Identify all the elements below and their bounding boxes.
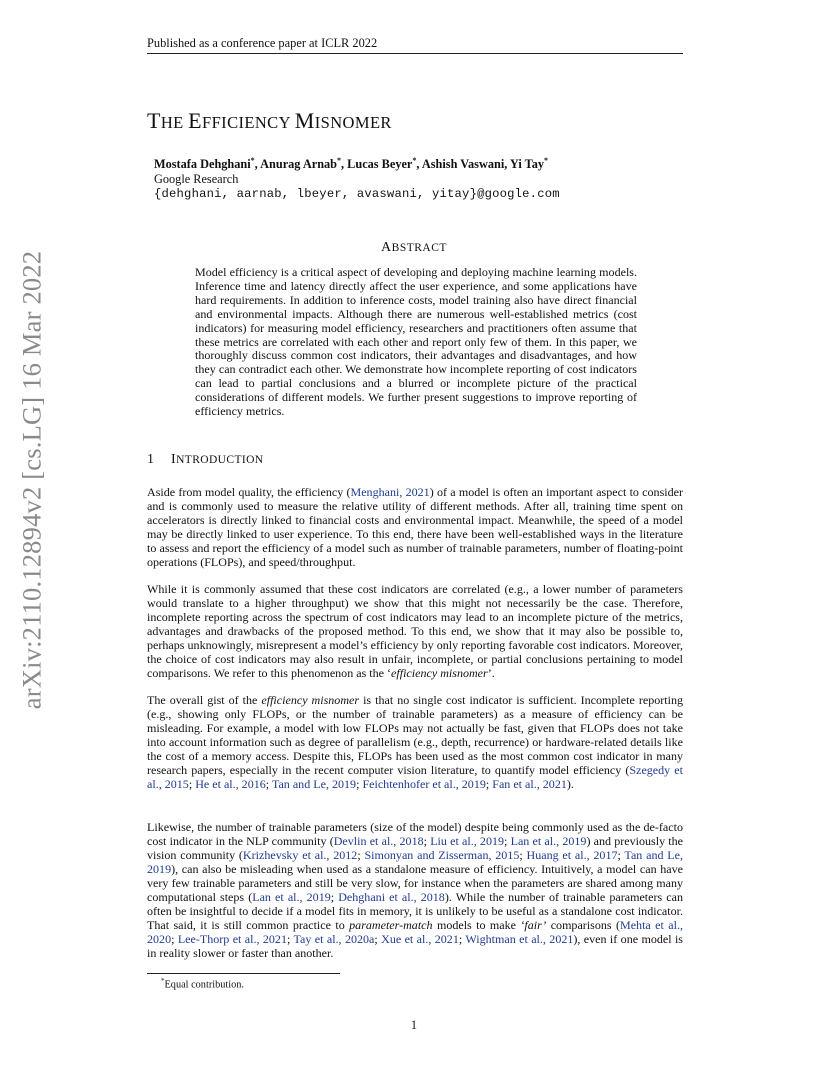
header-rule	[147, 53, 683, 54]
citation-link[interactable]: Mehta et al., 2020	[147, 918, 683, 946]
citation-link[interactable]: He et al., 2016	[195, 777, 266, 791]
section-heading-introduction: 1 INTRODUCTION	[147, 452, 264, 467]
citation-link[interactable]: Lan et al., 2019	[510, 834, 587, 848]
citation-link[interactable]: Liu et al., 2019	[430, 834, 505, 848]
citation-link[interactable]: Dehghani et al., 2018	[338, 890, 445, 904]
citation-link[interactable]: Simonyan and Zisserman, 2015	[364, 848, 520, 862]
citation-link[interactable]: Devlin et al., 2018	[333, 834, 424, 848]
citation-link[interactable]: Fan et al., 2021	[492, 777, 567, 791]
citation-link[interactable]: Lee-Thorp et al., 2021	[177, 932, 287, 946]
citation-link[interactable]: Wightman et al., 2021	[465, 932, 574, 946]
citation-link[interactable]: Feichtenhofer et al., 2019	[362, 777, 486, 791]
footnote: *Equal contribution.	[161, 977, 244, 991]
citation-link[interactable]: Tan and Le, 2019	[271, 777, 357, 791]
citation-link[interactable]: Tan and Le, 2019	[147, 848, 683, 876]
citation-link[interactable]: Szegedy et al., 2015	[147, 763, 683, 791]
author-list: Mostafa Dehghani*, Anurag Arnab*, Lucas Beyer*, Ashish Vaswani, Yi Tay*	[154, 156, 548, 172]
abstract-text: Model efficiency is a critical aspect of developing and deploying machine learning models. Inference time and latency directly affect the user experience, and some applications have hard requirements. In addition to inference costs, model training also have direct financial and environmental impacts. Although there are numerous well-established metrics (cost indicators) for measuring model efficiency, researchers and practitioners often assume that these metrics are correlated with each other and report only few of them. In this paper, we thoroughly discuss common cost indicators, their advantages and disadvantages, and how they can contradict each other. We demonstrate how incomplete reporting of cost indicators can lead to partial conclusions and a blurred or incomplete picture of the practical considerations of different models. We further present suggestions to improve reporting of efficiency metrics.	[195, 265, 637, 419]
arxiv-stamp: arXiv:2110.12894v2 [cs.LG] 16 Mar 2022	[16, 250, 47, 710]
citation-link[interactable]: Lan et al., 2019	[252, 890, 331, 904]
paper-title: THE EFFICIENCY MISNOMER	[147, 108, 392, 133]
paragraph-1: Aside from model quality, the efficiency (Menghani, 2021) of a model is often an important aspect to consider and is commonly used to measure the relative utility of different methods. After all, training time spent on accelerators is directly linked to financial costs and environmental impact. Meanwhile, the speed of a model may be directly linked to user experience. To this end, there have been well-established ways in the literature to assess and report the efficiency of a model such as number of trainable parameters, number of floating-point operations (FLOPs), and speed/throughput.	[147, 485, 683, 569]
abstract-heading: ABSTRACT	[381, 240, 447, 255]
footnote-rule	[147, 973, 340, 974]
arxiv-stamp-wrap	[2, 250, 62, 710]
citation-link[interactable]: Xue et al., 2021	[381, 932, 459, 946]
citation-link[interactable]: Tay et al., 2020a	[293, 932, 375, 946]
running-header: Published as a conference paper at ICLR 2022	[147, 36, 378, 50]
citation-link[interactable]: Krizhevsky et al., 2012	[242, 848, 358, 862]
paragraph-4: Likewise, the number of trainable parameters (size of the model) despite being commonly used as the de-facto cost indicator in the NLP community (Devlin et al., 2018; Liu et al., 2019; Lan et al., 2019) and previously the vision community (Krizhevsky et al., 2012; Simonyan and Zisserman, 2015; Huang et al., 2017; Tan and Le, 2019), can also be misleading when used as a standalone measure of efficiency. Intuitively, a model can have very few trainable parameters and still be very slow, for instance when the parameters are shared among many computational steps (Lan et al., 2019; Dehghani et al., 2018). While the number of trainable parameters can often be insightful to decide if a model fits in memory, it is unlikely to be useful as a standalone cost indicator. That said, it is still common practice to parameter-match models to make ‘fair’ comparisons (Mehta et al., 2020; Lee-Thorp et al., 2021; Tay et al., 2020a; Xue et al., 2021; Wightman et al., 2021), even if one model is in reality slower or faster than another.	[147, 820, 684, 960]
citation-link[interactable]: Menghani, 2021	[350, 485, 430, 499]
page-number: 1	[410, 1018, 418, 1032]
citation-link[interactable]: Huang et al., 2017	[526, 848, 618, 862]
paragraph-2: While it is commonly assumed that these cost indicators are correlated (e.g., a lower number of parameters would translate to a higher throughput) we show that this might not necessarily be the case. Therefore, incomplete reporting across the spectrum of cost indicators may lead to an incomplete picture of the metrics, advantages and drawbacks of the proposed method. To this end, we show that it may also be possible to, perhaps unknowingly, misrepresent a model’s efficiency by only reporting favorable cost indicators. Moreover, the choice of cost indicators may also result in unfair, incomplete, or partial conclusions pertaining to model comparisons. We refer to this phenomenon as the ‘efficiency misnomer’.	[147, 582, 683, 680]
affiliation: Google Research	[154, 172, 239, 186]
author-emails: {dehghani, aarnab, lbeyer, avaswani, yitay}@google.com	[154, 187, 560, 201]
paragraph-3: The overall gist of the efficiency misnomer is that no single cost indicator is sufficient. Incomplete reporting (e.g., showing only FLOPs, or the number of trainable parameters) as a measure of efficiency can be misleading. For example, a model with low FLOPs may not actually be fast, given that FLOPs does not take into account information such as degree of parallelism (e.g., depth, recurrence) or hardware-related details like the cost of a memory access. Despite this, FLOPs has been used as the most common cost indicator in many research papers, especially in the recent computer vision literature, to quantify model efficiency (Szegedy et al., 2015; He et al., 2016; Tan and Le, 2019; Feichtenhofer et al., 2019; Fan et al., 2021).	[147, 693, 683, 791]
